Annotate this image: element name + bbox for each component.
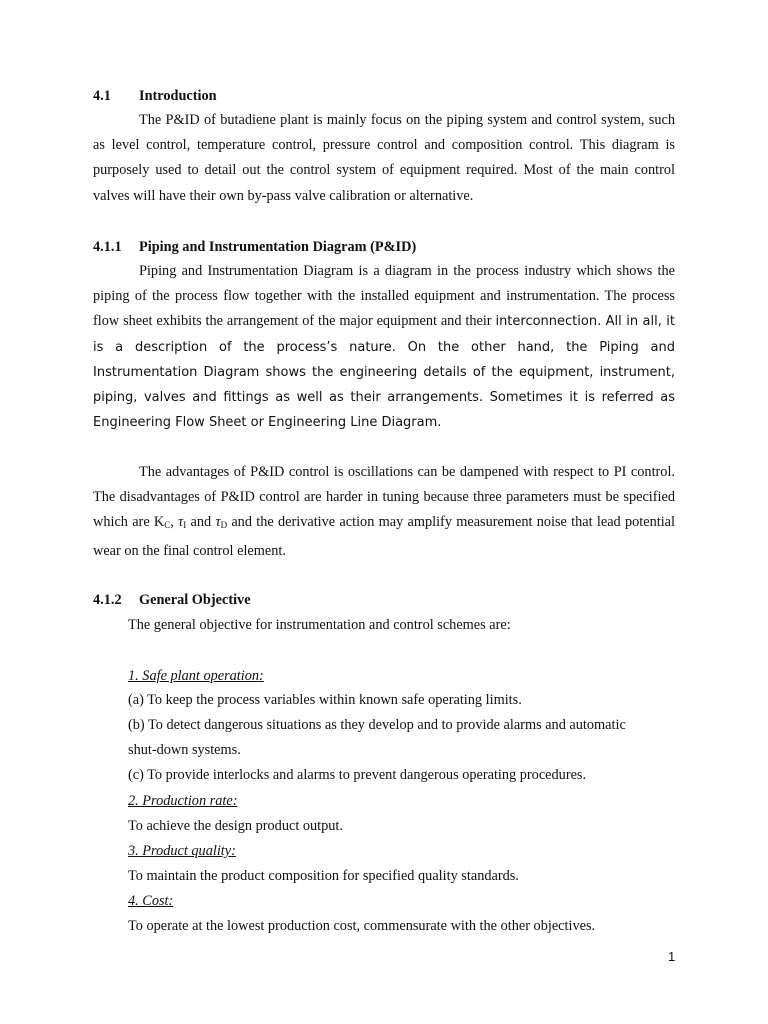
pid-text-part-1: Piping and Instrumentation Diagram is a diagram in the process industry which shows the piping of the process flow together with the installed equipment and instrumentation. The process flow sheet exhibits the arrangement of the major equipment and their	[93, 263, 675, 330]
objective-text: To achieve the design product output.	[128, 818, 343, 834]
page-number: 1	[668, 949, 676, 964]
pid-text-part-3: On the other hand, the Piping and Instrumentation Diagram shows the engineering details of the equipment, instrument, piping, valves and fittings as well as their arrangements. Sometimes it is referred as Engineering Flow Sheet or Engineering Line Diagram.	[93, 339, 675, 431]
tau-symbol: τ	[178, 514, 184, 531]
objective-item: (b) To detect dangerous situations as they develop and to provide alarms and automatic	[128, 717, 626, 733]
section-title: General Objective	[139, 592, 251, 608]
section-number: 4.1.2	[93, 592, 122, 608]
objective-item-continued: shut-down systems.	[128, 742, 241, 758]
td-subscript: D	[220, 520, 228, 531]
objective-heading-safe: 1. Safe plant operation:	[128, 668, 264, 684]
section-heading-objective	[93, 592, 251, 609]
pid-paragraph	[93, 259, 675, 435]
objective-heading-rate: 2. Production rate:	[128, 793, 238, 809]
tau-symbol: τ	[215, 514, 221, 531]
section-number: 4.1.1	[93, 239, 122, 255]
advantages-text-3: and	[186, 514, 216, 531]
objective-text: To operate at the lowest production cost, commensurate with the other objectives.	[128, 918, 596, 934]
objective-intro: The general objective for instrumentation and control schemes are:	[128, 617, 511, 633]
objective-heading-quality: 3. Product quality:	[128, 843, 236, 859]
introduction-paragraph: The P&ID of butadiene plant is mainly focus on the piping system and control system, such as level control, temperature control, pressure control and composition control. This diagram is purposely used to detail out the control system of equipment required. Most of the main control valves will have their own by-pass valve calibration or alternative.	[93, 112, 675, 204]
advantages-text-4: and the derivative action may amplify measurement noise that lead potential wear on the final control element.	[93, 514, 675, 559]
section-title: Piping and Instrumentation Diagram (P&ID)	[139, 239, 417, 255]
advantages-text-1: The advantages of P&ID control is oscillations can be dampened with respect to PI control. The disadvantages of P&ID control are harder in tuning because three parameters must be specified which are K	[93, 464, 675, 531]
objective-item: (a) To keep the process variables within known safe operating limits.	[128, 692, 522, 708]
kc-subscript: C	[164, 520, 171, 531]
objective-item: (c) To provide interlocks and alarms to prevent dangerous operating procedures.	[128, 767, 587, 783]
section-number: 4.1	[93, 88, 111, 104]
advantages-paragraph	[93, 460, 675, 564]
objective-text: To maintain the product composition for specified quality standards.	[128, 868, 519, 884]
section-heading-introduction	[93, 88, 217, 105]
objective-heading-cost: 4. Cost:	[128, 893, 174, 909]
section-title: Introduction	[139, 88, 217, 104]
pid-text-part-2: interconnection. All in all, it is a description of the process’s nature.	[93, 314, 676, 355]
advantages-text-2: ,	[170, 514, 179, 531]
section-heading-pid	[93, 239, 416, 256]
ti-subscript: I	[183, 520, 187, 531]
